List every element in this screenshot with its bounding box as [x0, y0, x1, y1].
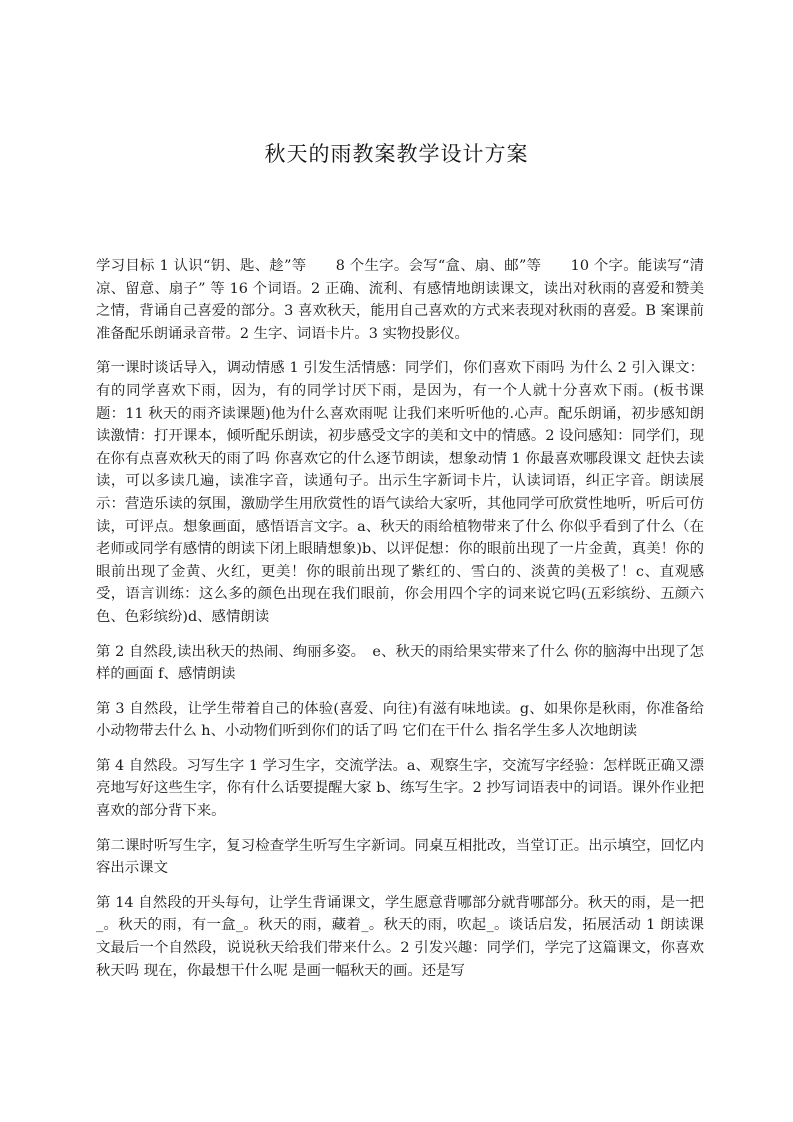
document-title: 秋天的雨教案教学设计方案	[264, 142, 529, 166]
paragraph-first-lesson: 第一课时谈话导入，调动情感 1 引发生活情感：同学们，你们喜欢下雨吗 为什么 2 引入课文：有的同学喜欢下雨，因为，有的同学讨厌下雨，是因为，有一个人就十分喜欢下雨。(板书课题：11 秋天的雨齐读课题)他为什么喜欢雨呢 让我们来听听他的.心声。配乐朗诵，初步感知朗读激情：打开课本，倾听配乐朗读，初步感受文字的美和文中的情感。2 设问感知：同学们，现在你有点喜欢秋天的雨了吗 你喜欢它的什么逐节朗读，想象动情 1 你最喜欢哪段课文 赶快去读读，可以多读几遍，读准字音，读通句子。出示生字新词卡片，认读词语，纠正字音。朗读展示：营造乐读的氛围，激励学生用欣赏性的语气读给大家听，其他同学可欣赏性地听，听后可仿读，可评点。想象画面，感悟语言文字。a、秋天的雨给植物带来了什么 你似乎看到了什么（在老师或同学有感情的朗读下闭上眼睛想象)b、以评促想：你的眼前出现了一片金黄，真美！你的眼前出现了金黄、火红，更美！你的眼前出现了紫红的、雪白的、淡黄的美极了！c、直观感受，语言训练：这么多的颜色出现在我们眼前，你会用四个字的词来说它吗(五彩缤纷、五颜六色、色彩缤纷)d、感情朗读	[96, 360, 704, 625]
paragraph-section-3: 第 3 自然段，让学生带着自己的体验(喜爱、向往)有滋有味地读。g、如果你是秋雨，你准备给小动物带去什么 h、小动物们听到你们的话了吗 它们在干什么 指名学生多人次地朗读	[96, 700, 704, 740]
paragraph-section-2: 第 2 自然段,读出秋天的热闹、绚丽多姿。 e、秋天的雨给果实带来了什么 你的脑海中出现了怎样的画面 f、感情朗读	[96, 643, 704, 683]
paragraph-learning-objectives: 学习目标 1 认识“钥、匙、趁”等 8 个生字。会写“盒、扇、邮”等 10 个字。能读写“清凉、留意、扇子” 等 16 个词语。2 正确、流利、有感情地朗读课文，读出对秋雨的喜爱和赞美之情，背诵自己喜爱的部分。3 喜欢秋天，能用自己喜欢的方式来表现对秋雨的喜爱。B 案课前准备配乐朗诵录音带。2 生字、词语卡片。3 实物投影仪。	[96, 258, 704, 342]
document-body	[96, 255, 704, 994]
paragraph-section-14: 第 14 自然段的开头每句，让学生背诵课文，学生愿意背哪部分就背哪部分。秋天的雨，是一把_。秋天的雨，有一盒_。秋天的雨，藏着_。秋天的雨，吹起_。谈话启发，拓展活动 1 朗读课文最后一个自然段，说说秋天给我们带来什么。2 引发兴趣：同学们，学完了这篇课文，你喜欢秋天吗 现在，你最想干什么呢 是画一幅秋天的画。还是写	[96, 894, 704, 979]
paragraph-second-lesson: 第二课时听写生字，复习检查学生听写生字新词。同桌互相批改，当堂订正。出示填空，回忆内容出示课文	[96, 837, 704, 877]
paragraph-section-4: 第 4 自然段。习写生字 1 学习生字，交流学法。a、观察生字，交流写字经验：怎样既正确又漂亮地写好这些生字，你有什么话要提醒大家 b、练写生字。2 抄写词语表中的词语。课外作业把喜欢的部分背下来。	[96, 757, 704, 820]
